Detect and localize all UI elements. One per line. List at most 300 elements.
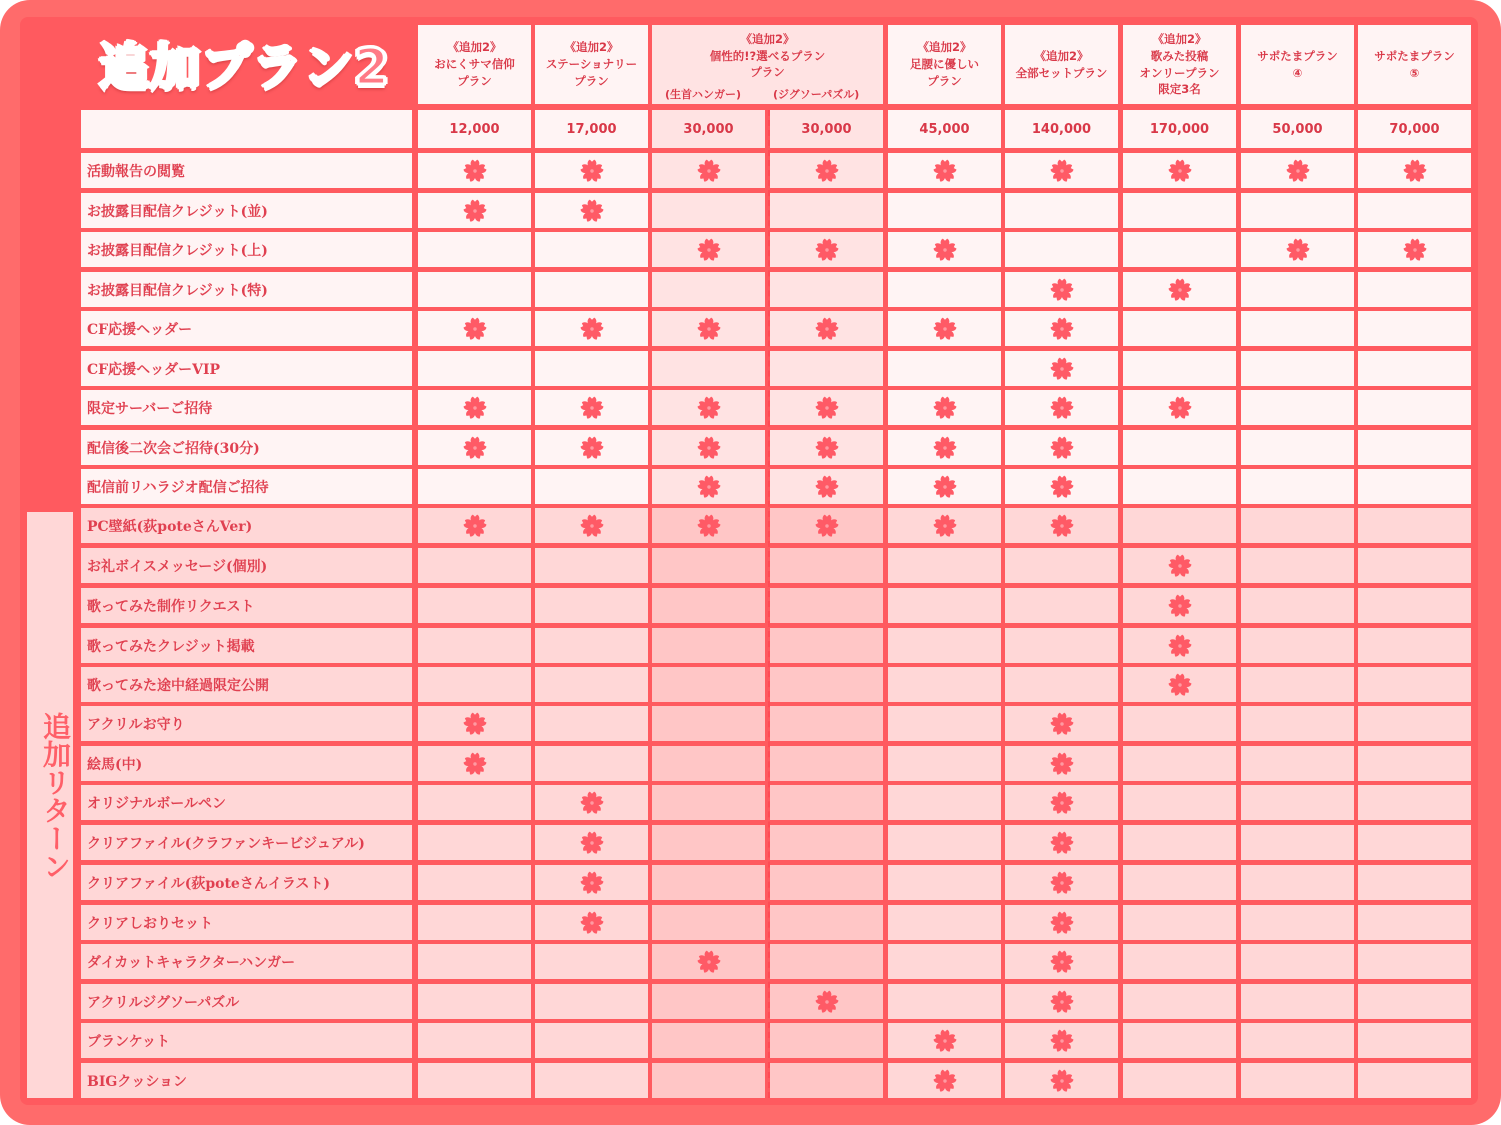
table-cell (418, 984, 531, 1019)
sakura-blossom-icon (579, 910, 605, 936)
plan-header-selectable: 《追加2》 個性的!?選べるプラン プラン (652, 25, 883, 104)
sakura-blossom-icon (462, 751, 488, 777)
table-cell (1005, 390, 1118, 425)
table-cell (1241, 667, 1354, 702)
table-cell (1123, 706, 1236, 741)
table-cell (652, 588, 765, 623)
table-cell (652, 865, 765, 900)
table-cell (770, 746, 883, 781)
table-cell (1358, 153, 1471, 188)
table-cell (1005, 153, 1118, 188)
row-label: ダイカットキャラクターハンガー (81, 944, 412, 979)
table-cell (770, 865, 883, 900)
table-cell (1358, 667, 1471, 702)
table-cell (535, 469, 648, 504)
table-cell (1005, 232, 1118, 267)
row-label: 歌ってみた制作リクエスト (81, 588, 412, 623)
table-cell (1358, 706, 1471, 741)
table-cell (1005, 865, 1118, 900)
row-label: アクリルジグソーパズル (81, 984, 412, 1019)
sakura-blossom-icon (1402, 237, 1428, 263)
sakura-blossom-icon (579, 395, 605, 421)
table-cell (418, 746, 531, 781)
sakura-blossom-icon (1049, 870, 1075, 896)
table-cell (1358, 193, 1471, 228)
table-cell (652, 746, 765, 781)
row-label: 歌ってみたクレジット掲載 (81, 628, 412, 663)
table-cell (888, 865, 1001, 900)
sakura-blossom-icon (1167, 593, 1193, 619)
table-cell (1005, 984, 1118, 1019)
table-cell (418, 944, 531, 979)
table-cell (1241, 628, 1354, 663)
table-cell (418, 785, 531, 820)
table-cell (1005, 785, 1118, 820)
table-cell (652, 825, 765, 860)
table-cell (418, 706, 531, 741)
table-cell (535, 628, 648, 663)
row-label: お披露目配信クレジット(並) (81, 193, 412, 228)
table-cell (1241, 825, 1354, 860)
sakura-blossom-icon (1167, 158, 1193, 184)
price-cell: 45,000 (888, 110, 1001, 148)
table-cell (770, 825, 883, 860)
table-cell (652, 351, 765, 386)
sakura-blossom-icon (462, 198, 488, 224)
side-label-text: 追加リターン (39, 712, 72, 880)
sakura-blossom-icon (1049, 910, 1075, 936)
table-cell (652, 1063, 765, 1098)
row-label: 活動報告の閲覧 (81, 153, 412, 188)
table-cell (652, 232, 765, 267)
sakura-blossom-icon (1049, 711, 1075, 737)
table-cell (888, 430, 1001, 465)
row-label: 配信前リハラジオ配信ご招待 (81, 469, 412, 504)
sakura-blossom-icon (696, 395, 722, 421)
table-cell (770, 390, 883, 425)
table-cell (418, 1063, 531, 1098)
row-label: オリジナルボールペン (81, 785, 412, 820)
table-cell (888, 508, 1001, 543)
table-cell (888, 588, 1001, 623)
table-cell (1005, 588, 1118, 623)
table-cell (1123, 469, 1236, 504)
table-cell (888, 785, 1001, 820)
table-cell (1358, 628, 1471, 663)
sakura-blossom-icon (814, 237, 840, 263)
table-cell (1005, 706, 1118, 741)
sub-header-puzzle: (ジグソーパズル) (773, 88, 860, 101)
row-label: お礼ボイスメッセージ(個別) (81, 548, 412, 583)
sakura-blossom-icon (1049, 751, 1075, 777)
sakura-blossom-icon (462, 711, 488, 737)
column-divider (768, 110, 770, 1098)
table-cell (770, 193, 883, 228)
sakura-blossom-icon (696, 158, 722, 184)
table-cell (418, 588, 531, 623)
row-label: CF応援ヘッダー (81, 311, 412, 346)
table-cell (1005, 430, 1118, 465)
row-label: クリアファイル(クラファンキービジュアル) (81, 825, 412, 860)
table-cell (1358, 430, 1471, 465)
page-title: 追加プラン2 (99, 38, 390, 96)
table-cell (1123, 944, 1236, 979)
table-cell (888, 905, 1001, 940)
row-label: 歌ってみた途中経過限定公開 (81, 667, 412, 702)
row-label: CF応援ヘッダーVIP (81, 351, 412, 386)
row-label: 限定サーバーご招待 (81, 390, 412, 425)
table-cell (1123, 193, 1236, 228)
table-cell (1123, 865, 1236, 900)
table-cell (535, 746, 648, 781)
sakura-blossom-icon (462, 158, 488, 184)
table-cell (535, 390, 648, 425)
table-cell (535, 430, 648, 465)
table-cell (1241, 785, 1354, 820)
table-cell (535, 272, 648, 307)
sakura-blossom-icon (579, 158, 605, 184)
table-cell (888, 153, 1001, 188)
table-cell (770, 628, 883, 663)
price-label-cell (81, 110, 412, 148)
table-cell (1123, 1023, 1236, 1058)
table-cell (888, 311, 1001, 346)
table-cell (770, 1063, 883, 1098)
sakura-blossom-icon (932, 474, 958, 500)
table-cell (652, 469, 765, 504)
table-cell (1241, 1063, 1354, 1098)
table-cell (1123, 746, 1236, 781)
table-cell (770, 272, 883, 307)
table-cell (1123, 548, 1236, 583)
table-cell (1358, 785, 1471, 820)
table-cell (888, 746, 1001, 781)
table-cell (1241, 508, 1354, 543)
table-cell (1123, 588, 1236, 623)
table-cell (1005, 825, 1118, 860)
table-cell (418, 508, 531, 543)
table-cell (770, 153, 883, 188)
sakura-blossom-icon (579, 198, 605, 224)
table-cell (418, 1023, 531, 1058)
table-cell (1358, 865, 1471, 900)
table-cell (652, 628, 765, 663)
sakura-blossom-icon (932, 513, 958, 539)
row-label: クリアしおりセット (81, 905, 412, 940)
table-cell (1358, 272, 1471, 307)
table-cell (418, 430, 531, 465)
table-cell (535, 1063, 648, 1098)
table-cell (1241, 153, 1354, 188)
sakura-blossom-icon (932, 1028, 958, 1054)
table-cell (652, 984, 765, 1019)
table-cell (1358, 944, 1471, 979)
table-cell (652, 667, 765, 702)
table-cell (652, 153, 765, 188)
price-cell: 17,000 (535, 110, 648, 148)
plan-header: 《追加2》 ステーショナリー プラン (535, 25, 648, 104)
table-cell (1123, 351, 1236, 386)
sakura-blossom-icon (932, 316, 958, 342)
table-cell (535, 508, 648, 543)
sakura-blossom-icon (1049, 474, 1075, 500)
table-cell (535, 153, 648, 188)
sakura-blossom-icon (1049, 277, 1075, 303)
table-cell (1241, 706, 1354, 741)
table-cell (535, 588, 648, 623)
sakura-blossom-icon (1167, 553, 1193, 579)
table-cell (770, 469, 883, 504)
sakura-blossom-icon (1049, 513, 1075, 539)
table-cell (535, 944, 648, 979)
table-cell (652, 311, 765, 346)
table-cell (1358, 469, 1471, 504)
table-cell (418, 390, 531, 425)
table-cell (888, 706, 1001, 741)
sakura-blossom-icon (814, 513, 840, 539)
table-cell (418, 667, 531, 702)
table-cell (1005, 667, 1118, 702)
sakura-blossom-icon (696, 949, 722, 975)
table-cell (1005, 1023, 1118, 1058)
table-cell (1005, 628, 1118, 663)
table-cell (418, 272, 531, 307)
sakura-blossom-icon (1049, 1068, 1075, 1094)
table-cell (1005, 351, 1118, 386)
table-cell (652, 785, 765, 820)
sakura-blossom-icon (1167, 277, 1193, 303)
table-cell (535, 548, 648, 583)
table-cell (1241, 311, 1354, 346)
sakura-blossom-icon (1049, 989, 1075, 1015)
table-cell (1358, 508, 1471, 543)
table-cell (1005, 272, 1118, 307)
table-cell (1241, 232, 1354, 267)
table-cell (1123, 984, 1236, 1019)
sakura-blossom-icon (1049, 949, 1075, 975)
table-cell (888, 628, 1001, 663)
table-cell (418, 311, 531, 346)
table-cell (418, 865, 531, 900)
table-cell (770, 944, 883, 979)
sakura-blossom-icon (1049, 790, 1075, 816)
row-label: 配信後二次会ご招待(30分) (81, 430, 412, 465)
table-cell (1358, 1063, 1471, 1098)
table-cell (418, 232, 531, 267)
sakura-blossom-icon (1167, 633, 1193, 659)
sakura-blossom-icon (814, 395, 840, 421)
sakura-blossom-icon (1285, 158, 1311, 184)
table-cell (1358, 984, 1471, 1019)
table-cell (770, 905, 883, 940)
row-label: お披露目配信クレジット(特) (81, 272, 412, 307)
plan-header: サポたまプラン ⑤ (1358, 25, 1471, 104)
price-cell: 50,000 (1241, 110, 1354, 148)
sakura-blossom-icon (814, 989, 840, 1015)
table-cell (770, 984, 883, 1019)
table-cell (1241, 944, 1354, 979)
table-cell (652, 1023, 765, 1058)
sakura-blossom-icon (814, 158, 840, 184)
table-cell (1241, 193, 1354, 228)
table-cell (770, 548, 883, 583)
table-cell (888, 944, 1001, 979)
table-cell (1005, 193, 1118, 228)
table-cell (1358, 746, 1471, 781)
sakura-blossom-icon (1167, 395, 1193, 421)
table-cell (1123, 272, 1236, 307)
table-cell (1123, 825, 1236, 860)
table-cell (888, 272, 1001, 307)
sakura-blossom-icon (932, 1068, 958, 1094)
table-cell (1241, 351, 1354, 386)
table-cell (418, 905, 531, 940)
plan-header: 《追加2》 全部セットプラン (1005, 25, 1118, 104)
table-cell (1241, 865, 1354, 900)
sakura-blossom-icon (1049, 356, 1075, 382)
table-cell (888, 390, 1001, 425)
table-cell (888, 667, 1001, 702)
table-cell (652, 706, 765, 741)
table-cell (535, 193, 648, 228)
table-cell (1005, 746, 1118, 781)
table-cell (1123, 1063, 1236, 1098)
price-cell: 30,000 (770, 110, 883, 148)
table-cell (535, 351, 648, 386)
table-cell (418, 548, 531, 583)
plan-header: 《追加2》 おにくサマ信仰 プラン (418, 25, 531, 104)
table-cell (535, 706, 648, 741)
row-label: ブランケット (81, 1023, 412, 1058)
table-cell (1241, 548, 1354, 583)
table-cell (652, 390, 765, 425)
row-label: 絵馬(中) (81, 746, 412, 781)
table-cell (1123, 628, 1236, 663)
sakura-blossom-icon (1285, 237, 1311, 263)
sakura-blossom-icon (696, 435, 722, 461)
table-cell (888, 232, 1001, 267)
sakura-blossom-icon (579, 316, 605, 342)
table-cell (770, 351, 883, 386)
table-cell (1241, 390, 1354, 425)
price-cell: 170,000 (1123, 110, 1236, 148)
table-cell (1241, 746, 1354, 781)
sakura-blossom-icon (462, 395, 488, 421)
table-cell (888, 1023, 1001, 1058)
table-cell (888, 351, 1001, 386)
table-cell (1358, 351, 1471, 386)
table-cell (652, 905, 765, 940)
sakura-blossom-icon (579, 870, 605, 896)
sakura-blossom-icon (1049, 1028, 1075, 1054)
table-cell (770, 232, 883, 267)
row-label: クリアファイル(荻poteさんイラスト) (81, 865, 412, 900)
table-cell (535, 825, 648, 860)
table-cell (770, 667, 883, 702)
table-cell (418, 153, 531, 188)
plan-header: 《追加2》 足腰に優しい プラン (888, 25, 1001, 104)
sakura-blossom-icon (696, 316, 722, 342)
sakura-blossom-icon (462, 435, 488, 461)
table-cell (888, 469, 1001, 504)
table-cell (1005, 311, 1118, 346)
table-cell (652, 193, 765, 228)
table-cell (535, 785, 648, 820)
table-cell (1005, 508, 1118, 543)
sakura-blossom-icon (1049, 830, 1075, 856)
row-label: アクリルお守り (81, 706, 412, 741)
table-cell (1358, 390, 1471, 425)
table-cell (1005, 944, 1118, 979)
table-cell (652, 430, 765, 465)
table-cell (1241, 272, 1354, 307)
table-cell (1005, 548, 1118, 583)
sakura-blossom-icon (932, 395, 958, 421)
table-cell (1241, 905, 1354, 940)
table-cell (770, 311, 883, 346)
table-cell (770, 1023, 883, 1058)
table-cell (888, 984, 1001, 1019)
table-cell (1005, 905, 1118, 940)
sakura-blossom-icon (814, 435, 840, 461)
sakura-blossom-icon (1049, 316, 1075, 342)
table-cell (535, 667, 648, 702)
price-cell: 30,000 (652, 110, 765, 148)
table-cell (535, 311, 648, 346)
table-cell (1358, 548, 1471, 583)
table-cell (1123, 232, 1236, 267)
sakura-blossom-icon (462, 513, 488, 539)
table-cell (1005, 1063, 1118, 1098)
table-cell (535, 865, 648, 900)
sakura-blossom-icon (814, 474, 840, 500)
table-cell (1123, 667, 1236, 702)
row-label: お披露目配信クレジット(上) (81, 232, 412, 267)
sakura-blossom-icon (814, 316, 840, 342)
sakura-blossom-icon (579, 830, 605, 856)
table-cell (652, 508, 765, 543)
sakura-blossom-icon (932, 237, 958, 263)
table-cell (770, 706, 883, 741)
table-cell (535, 232, 648, 267)
table-cell (1358, 1023, 1471, 1058)
sakura-blossom-icon (696, 237, 722, 263)
sakura-blossom-icon (579, 435, 605, 461)
table-cell (1123, 430, 1236, 465)
table-cell (535, 984, 648, 1019)
plan-header: 《追加2》 歌みた投稿 オンリープラン 限定3名 (1123, 25, 1236, 104)
row-label: PC壁紙(荻poteさんVer) (81, 508, 412, 543)
plan-header: サポたまプラン ④ (1241, 25, 1354, 104)
table-cell (1241, 430, 1354, 465)
sakura-blossom-icon (696, 474, 722, 500)
table-cell (1358, 232, 1471, 267)
sakura-blossom-icon (1049, 158, 1075, 184)
table-cell (418, 469, 531, 504)
sakura-blossom-icon (696, 513, 722, 539)
table-cell (652, 944, 765, 979)
sakura-blossom-icon (462, 316, 488, 342)
table-cell (1123, 508, 1236, 543)
table-cell (1358, 588, 1471, 623)
table-cell (888, 193, 1001, 228)
table-cell (770, 785, 883, 820)
table-cell (888, 548, 1001, 583)
table-cell (1241, 469, 1354, 504)
price-cell: 70,000 (1358, 110, 1471, 148)
table-cell (770, 508, 883, 543)
table-cell (770, 430, 883, 465)
